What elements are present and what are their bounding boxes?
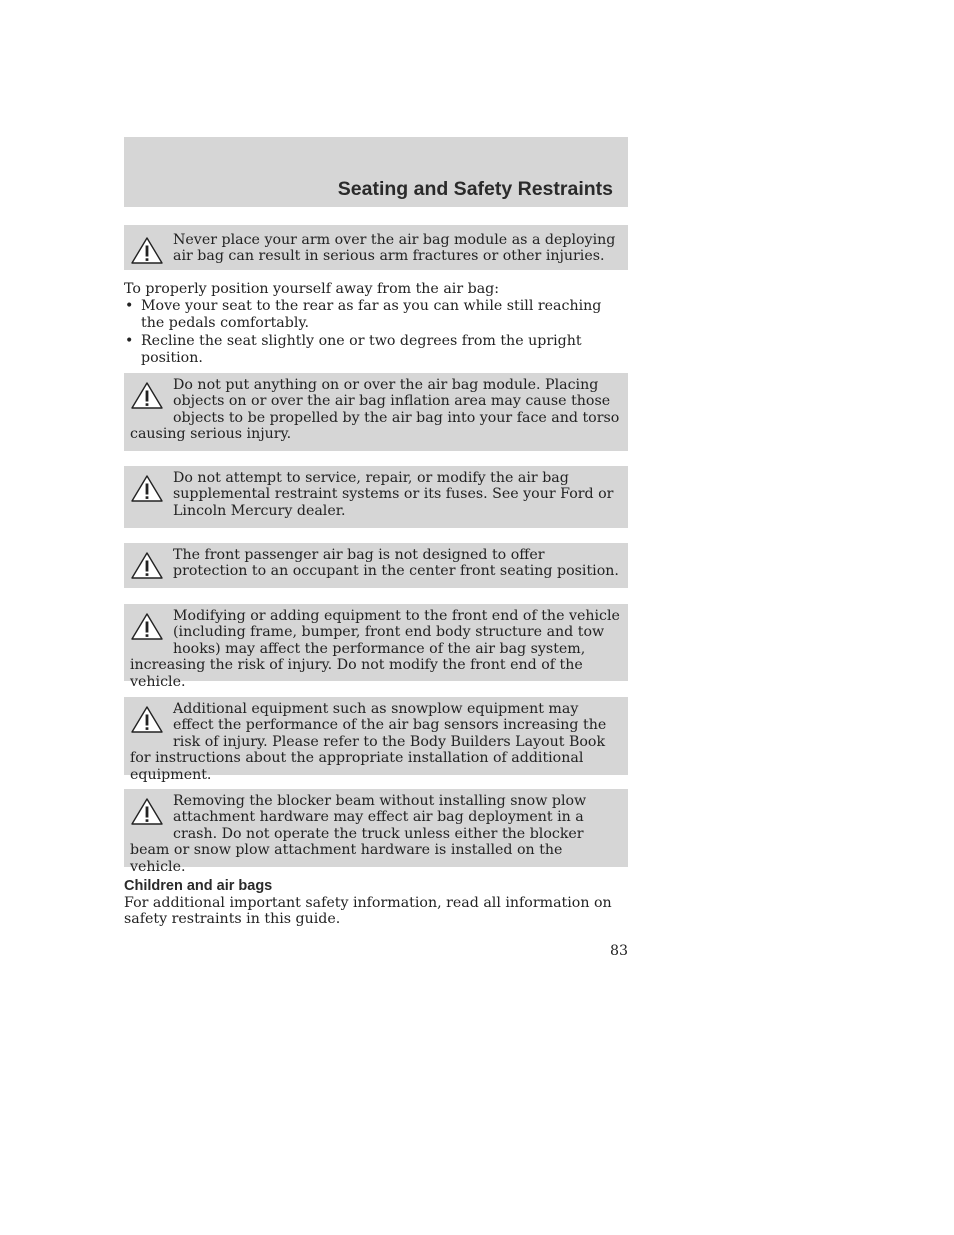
section-header-band	[124, 137, 628, 207]
list-item	[124, 333, 628, 366]
section-title: Seating and Safety Restraints	[337, 178, 613, 200]
warning-triangle-icon	[130, 474, 164, 504]
warning-text: Do not put anything on or over the air bag module. Placing objects on or over the air bag inflation area may cause those objects to be propelled by the air bag into your face and torso causing serious injury.	[130, 377, 620, 443]
warning-triangle-icon	[130, 797, 164, 827]
warning-triangle-icon	[130, 551, 164, 581]
bullet-dot: •	[125, 298, 134, 315]
children-heading: Children and air bags	[124, 878, 273, 895]
warning-box	[124, 789, 628, 875]
warning-box	[124, 604, 628, 690]
warning-text: Never place your arm over the air bag module as a deploying air bag can result in serious arm fractures or other injuries.	[173, 232, 616, 265]
list-item-text: Recline the seat slightly one or two degrees from the upright position.	[141, 333, 582, 366]
warning-text: Removing the blocker beam without installing snow plow attachment hardware may effect air bag deployment in a crash. Do not operate the truck unless either the blocker beam or snow plow attachment hardware is installed on the vehicle.	[130, 793, 587, 875]
warning-box	[124, 373, 628, 451]
warning-text: Do not attempt to service, repair, or modify the air bag supplemental restraint systems or its fuses. See your Ford or Lincoln Mercury dealer.	[173, 470, 614, 519]
warning-text: The front passenger air bag is not designed to offer protection to an occupant in the center front seating position.	[173, 547, 619, 580]
warning-text: Additional equipment such as snowplow equipment may effect the performance of the air bag sensors increasing the risk of injury. Please refer to the Body Builders Layout Book for instructions about the appropriate installation of additional equipment.	[130, 701, 607, 783]
warning-triangle-icon	[130, 381, 164, 411]
warning-triangle-icon	[130, 236, 164, 266]
warning-box	[124, 466, 628, 528]
list-item	[124, 298, 628, 331]
page-number: 83	[609, 942, 628, 959]
warning-box	[124, 697, 628, 783]
warning-triangle-icon	[130, 612, 164, 642]
warning-box	[124, 543, 628, 588]
warning-text: Modifying or adding equipment to the front end of the vehicle (including frame, bumper, front end body structure and tow hooks) may affect the performance of the air bag system, increasing the risk of injury. Do not modify the front end of the vehicle.	[130, 608, 620, 690]
children-text: For additional important safety information, read all information on safety restraints in this guide.	[124, 895, 612, 928]
position-intro: To properly position yourself away from the air bag:	[124, 281, 500, 297]
bullet-list	[124, 298, 628, 366]
warning-triangle-icon	[130, 705, 164, 735]
manual-page	[124, 137, 628, 959]
list-item-text: Move your seat to the rear as far as you can while still reaching the pedals comfortably.	[141, 298, 602, 331]
bullet-dot: •	[125, 333, 134, 350]
warning-box	[124, 225, 628, 270]
